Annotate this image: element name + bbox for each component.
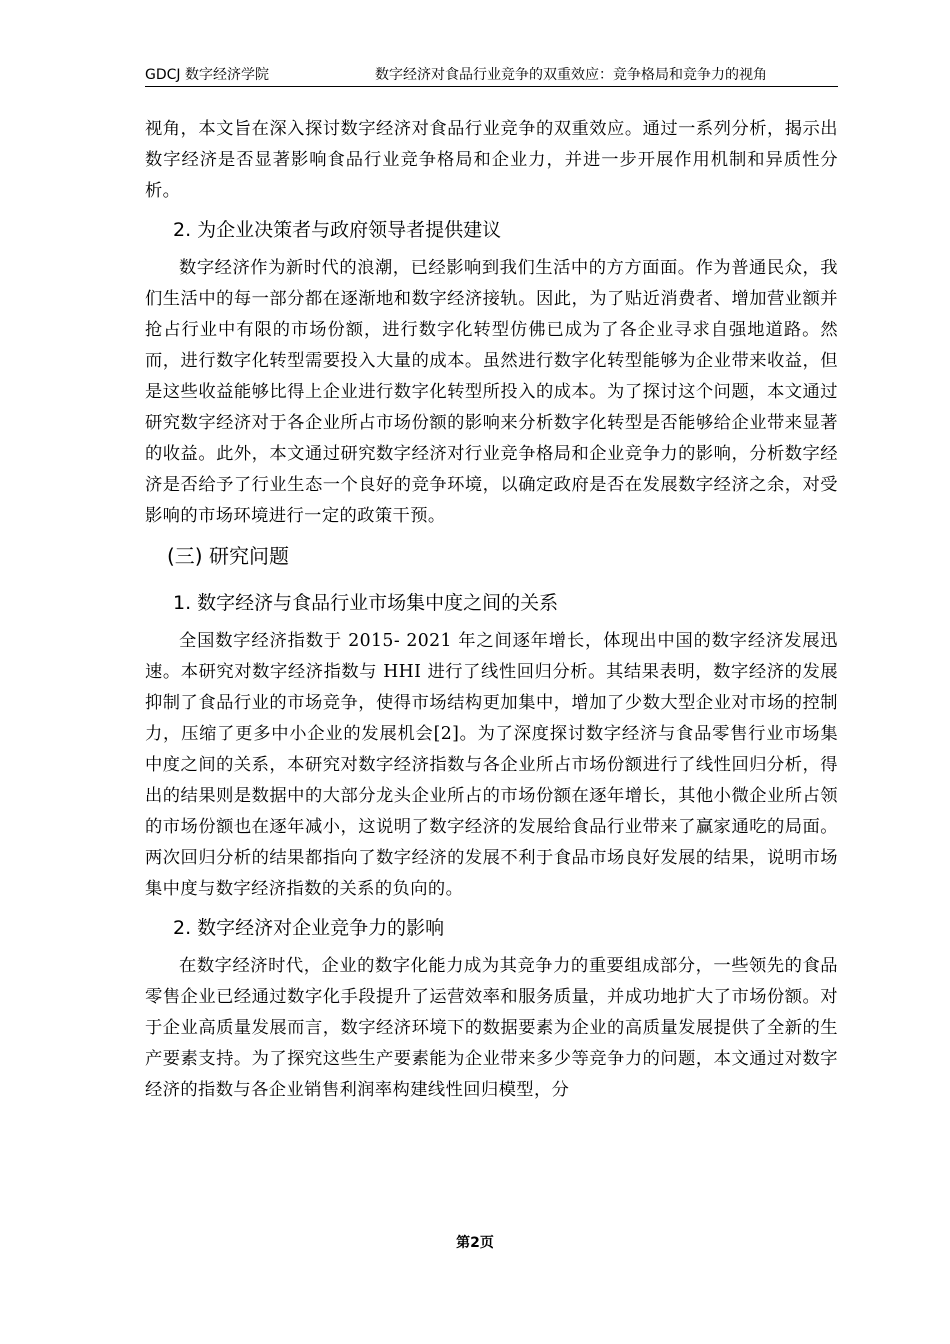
page-header [145, 60, 838, 87]
subheading-competitiveness: 2. 数字经济对企业竞争力的影响 [173, 917, 445, 939]
header-school: GDCJ 数字经济学院 [145, 67, 269, 83]
subheading-market-concentration: 1. 数字经济与食品行业市场集中度之间的关系 [173, 592, 559, 614]
paragraph-intro-continued: 视角，本文旨在深入探讨数字经济对食品行业竞争的双重效应。通过一系列分析，揭示出数字经济是否显著影响食品行业竞争格局和企业力，并进一步开展作用机制和异质性分析。 [145, 119, 838, 201]
subheading-suggestions: 2. 为企业决策者与政府领导者提供建议 [173, 219, 502, 241]
page-body [145, 114, 838, 1106]
paragraph-competitiveness: 在数字经济时代，企业的数字化能力成为其竞争力的重要组成部分，一些领先的食品零售企业已经通过数字化手段提升了运营效率和服务质量，并成功地扩大了市场份额。对于企业高质量发展而言，数字经济环境下的数据要素为企业的高质量发展提供了全新的生产要素支持。为了探究这些生产要素能为企业带来多少等竞争力的问题，本文通过对数字经济的指数与各企业销售利润率构建线性回归模型，分 [145, 956, 838, 1100]
page-number: 第2页 [456, 1235, 494, 1251]
paragraph-suggestions: 数字经济作为新时代的浪潮，已经影响到我们生活中的方方面面。作为普通民众，我们生活中的每一部分都在逐渐地和数字经济接轨。因此，为了贴近消费者、增加营业额并抢占行业中有限的市场份额，进行数字化转型仿佛已成为了各企业寻求自强地道路。然而，进行数字化转型需要投入大量的成本。虽然进行数字化转型能够为企业带来收益，但是这些收益能够比得上企业进行数字化转型所投入的成本。为了探讨这个问题，本文通过研究数字经济对于各企业所占市场份额的影响来分析数字化转型是否能够给企业带来显著的收益。此外，本文通过研究数字经济对行业竞争格局和企业竞争力的影响，分析数字经济是否给予了行业生态一个良好的竞争环境，以确定政府是否在发展数字经济之余，对受影响的市场环境进行一定的政策干预。 [145, 258, 838, 526]
section-heading-research-questions: (三) 研究问题 [167, 544, 289, 568]
paragraph-market-concentration: 全国数字经济指数于 2015- 2021 年之间逐年增长，体现出中国的数字经济发展迅速。本研究对数字经济指数与 HHI 进行了线性回归分析。其结果表明，数字经济的发展抑制了食品行业的市场竞争，使得市场结构更加集中，增加了少数大型企业对市场的控制力，压缩了更多中小企业的发展机会[2]。为了深度探讨数字经济与食品零售行业市场集中度之间的关系，本研究对数字经济指数与各企业所占市场份额进行了线性回归分析，得出的结果则是数据中的大部分龙头企业所占的市场份额在逐年增长，其他小微企业所占领的市场份额也在逐年减小，这说明了数字经济的发展给食品行业带来了赢家通吃的局面。两次回归分析的结果都指向了数字经济的发展不利于食品市场良好发展的结果，说明市场集中度与数字经济指数的关系的负向的。 [145, 631, 838, 899]
header-title: 数字经济对食品行业竞争的双重效应：竞争格局和竞争力的视角 [375, 67, 767, 83]
